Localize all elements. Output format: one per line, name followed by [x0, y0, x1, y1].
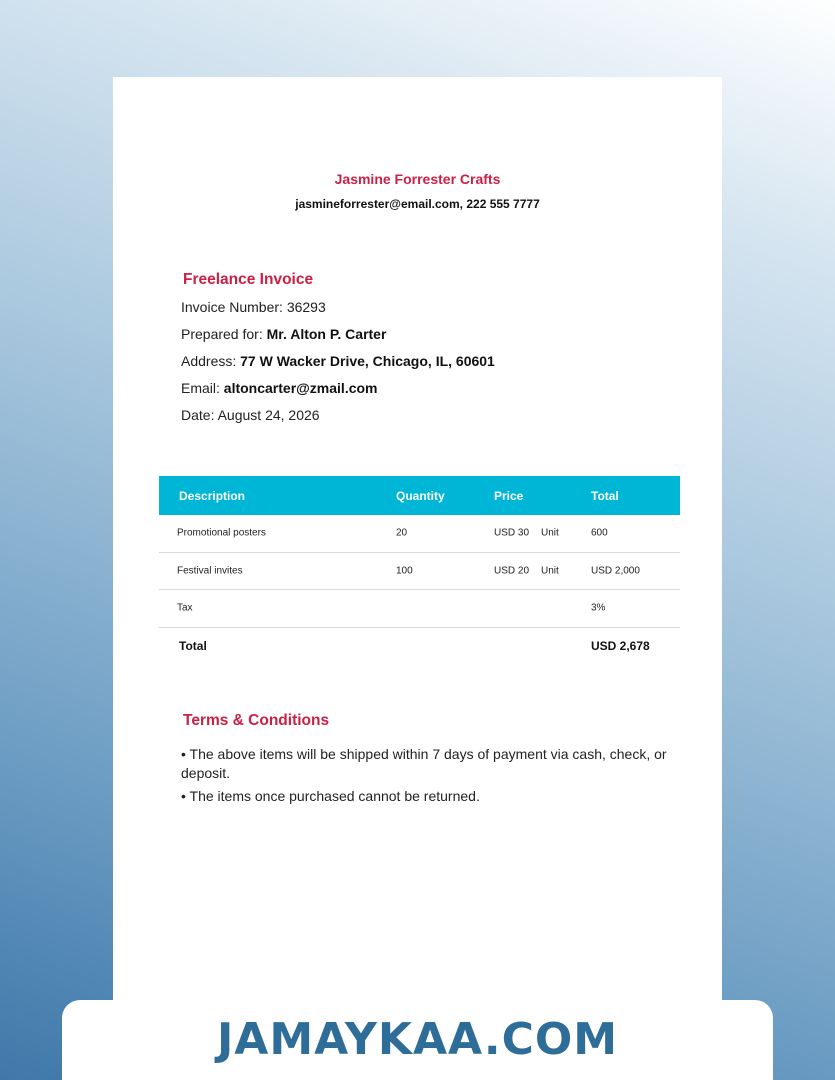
row-unit: Unit — [541, 565, 559, 577]
table-row — [159, 590, 680, 628]
row-quantity: 20 — [396, 527, 408, 539]
prepared-for-name: Mr. Alton P. Carter — [266, 326, 387, 342]
address-label: Address: — [181, 353, 237, 369]
row-unit: Unit — [541, 527, 559, 539]
company-name: Jasmine Forrester Crafts — [334, 171, 501, 187]
row-total: USD 2,000 — [591, 565, 640, 577]
row-price: USD 30 — [494, 527, 530, 539]
terms-item: • The items once purchased cannot be returned. — [181, 787, 681, 806]
table-total-row — [159, 628, 680, 666]
table-row — [159, 553, 680, 591]
email-label: Email: — [181, 380, 220, 396]
invoice-number-label: Invoice Number: — [181, 299, 283, 315]
address-value: 77 W Wacker Drive, Chicago, IL, 60601 — [240, 353, 495, 369]
row-description: Promotional posters — [177, 527, 266, 539]
company-contact: jasmineforrester@email.com, 222 555 7777 — [295, 197, 540, 211]
row-description: Tax — [177, 602, 193, 614]
header-quantity: Quantity — [396, 488, 445, 503]
invoice-table — [159, 476, 680, 665]
table-header — [159, 476, 680, 515]
date-label: Date: — [181, 407, 215, 423]
header-price: Price — [494, 488, 524, 503]
prepared-for-label: Prepared for: — [181, 326, 263, 342]
prepared-for-line — [181, 326, 386, 342]
total-label: Total — [179, 639, 207, 654]
email-line — [181, 380, 378, 396]
header-description: Description — [179, 488, 246, 503]
watermark-logo: JAMAYKAA.COM — [216, 1014, 619, 1065]
invoice-page — [113, 77, 722, 1037]
address-line — [181, 353, 495, 369]
row-price: USD 20 — [494, 565, 530, 577]
table-row — [159, 515, 680, 553]
row-quantity: 100 — [396, 565, 413, 577]
total-value: USD 2,678 — [591, 639, 650, 654]
header-total: Total — [591, 488, 619, 503]
terms-item: • The above items will be shipped within 7 days of payment via cash, check, or deposit. — [181, 745, 681, 783]
date-line — [181, 407, 320, 423]
email-value: altoncarter@zmail.com — [223, 380, 378, 396]
invoice-title: Freelance Invoice — [183, 271, 314, 288]
date-value: August 24, 2026 — [217, 407, 320, 423]
row-total: 3% — [591, 602, 606, 614]
terms-list — [181, 745, 681, 810]
invoice-number: 36293 — [286, 299, 326, 315]
row-description: Festival invites — [177, 565, 243, 577]
invoice-number-line — [181, 299, 326, 315]
row-total: 600 — [591, 527, 608, 539]
watermark-banner — [62, 1000, 773, 1080]
terms-title: Terms & Conditions — [183, 712, 330, 729]
